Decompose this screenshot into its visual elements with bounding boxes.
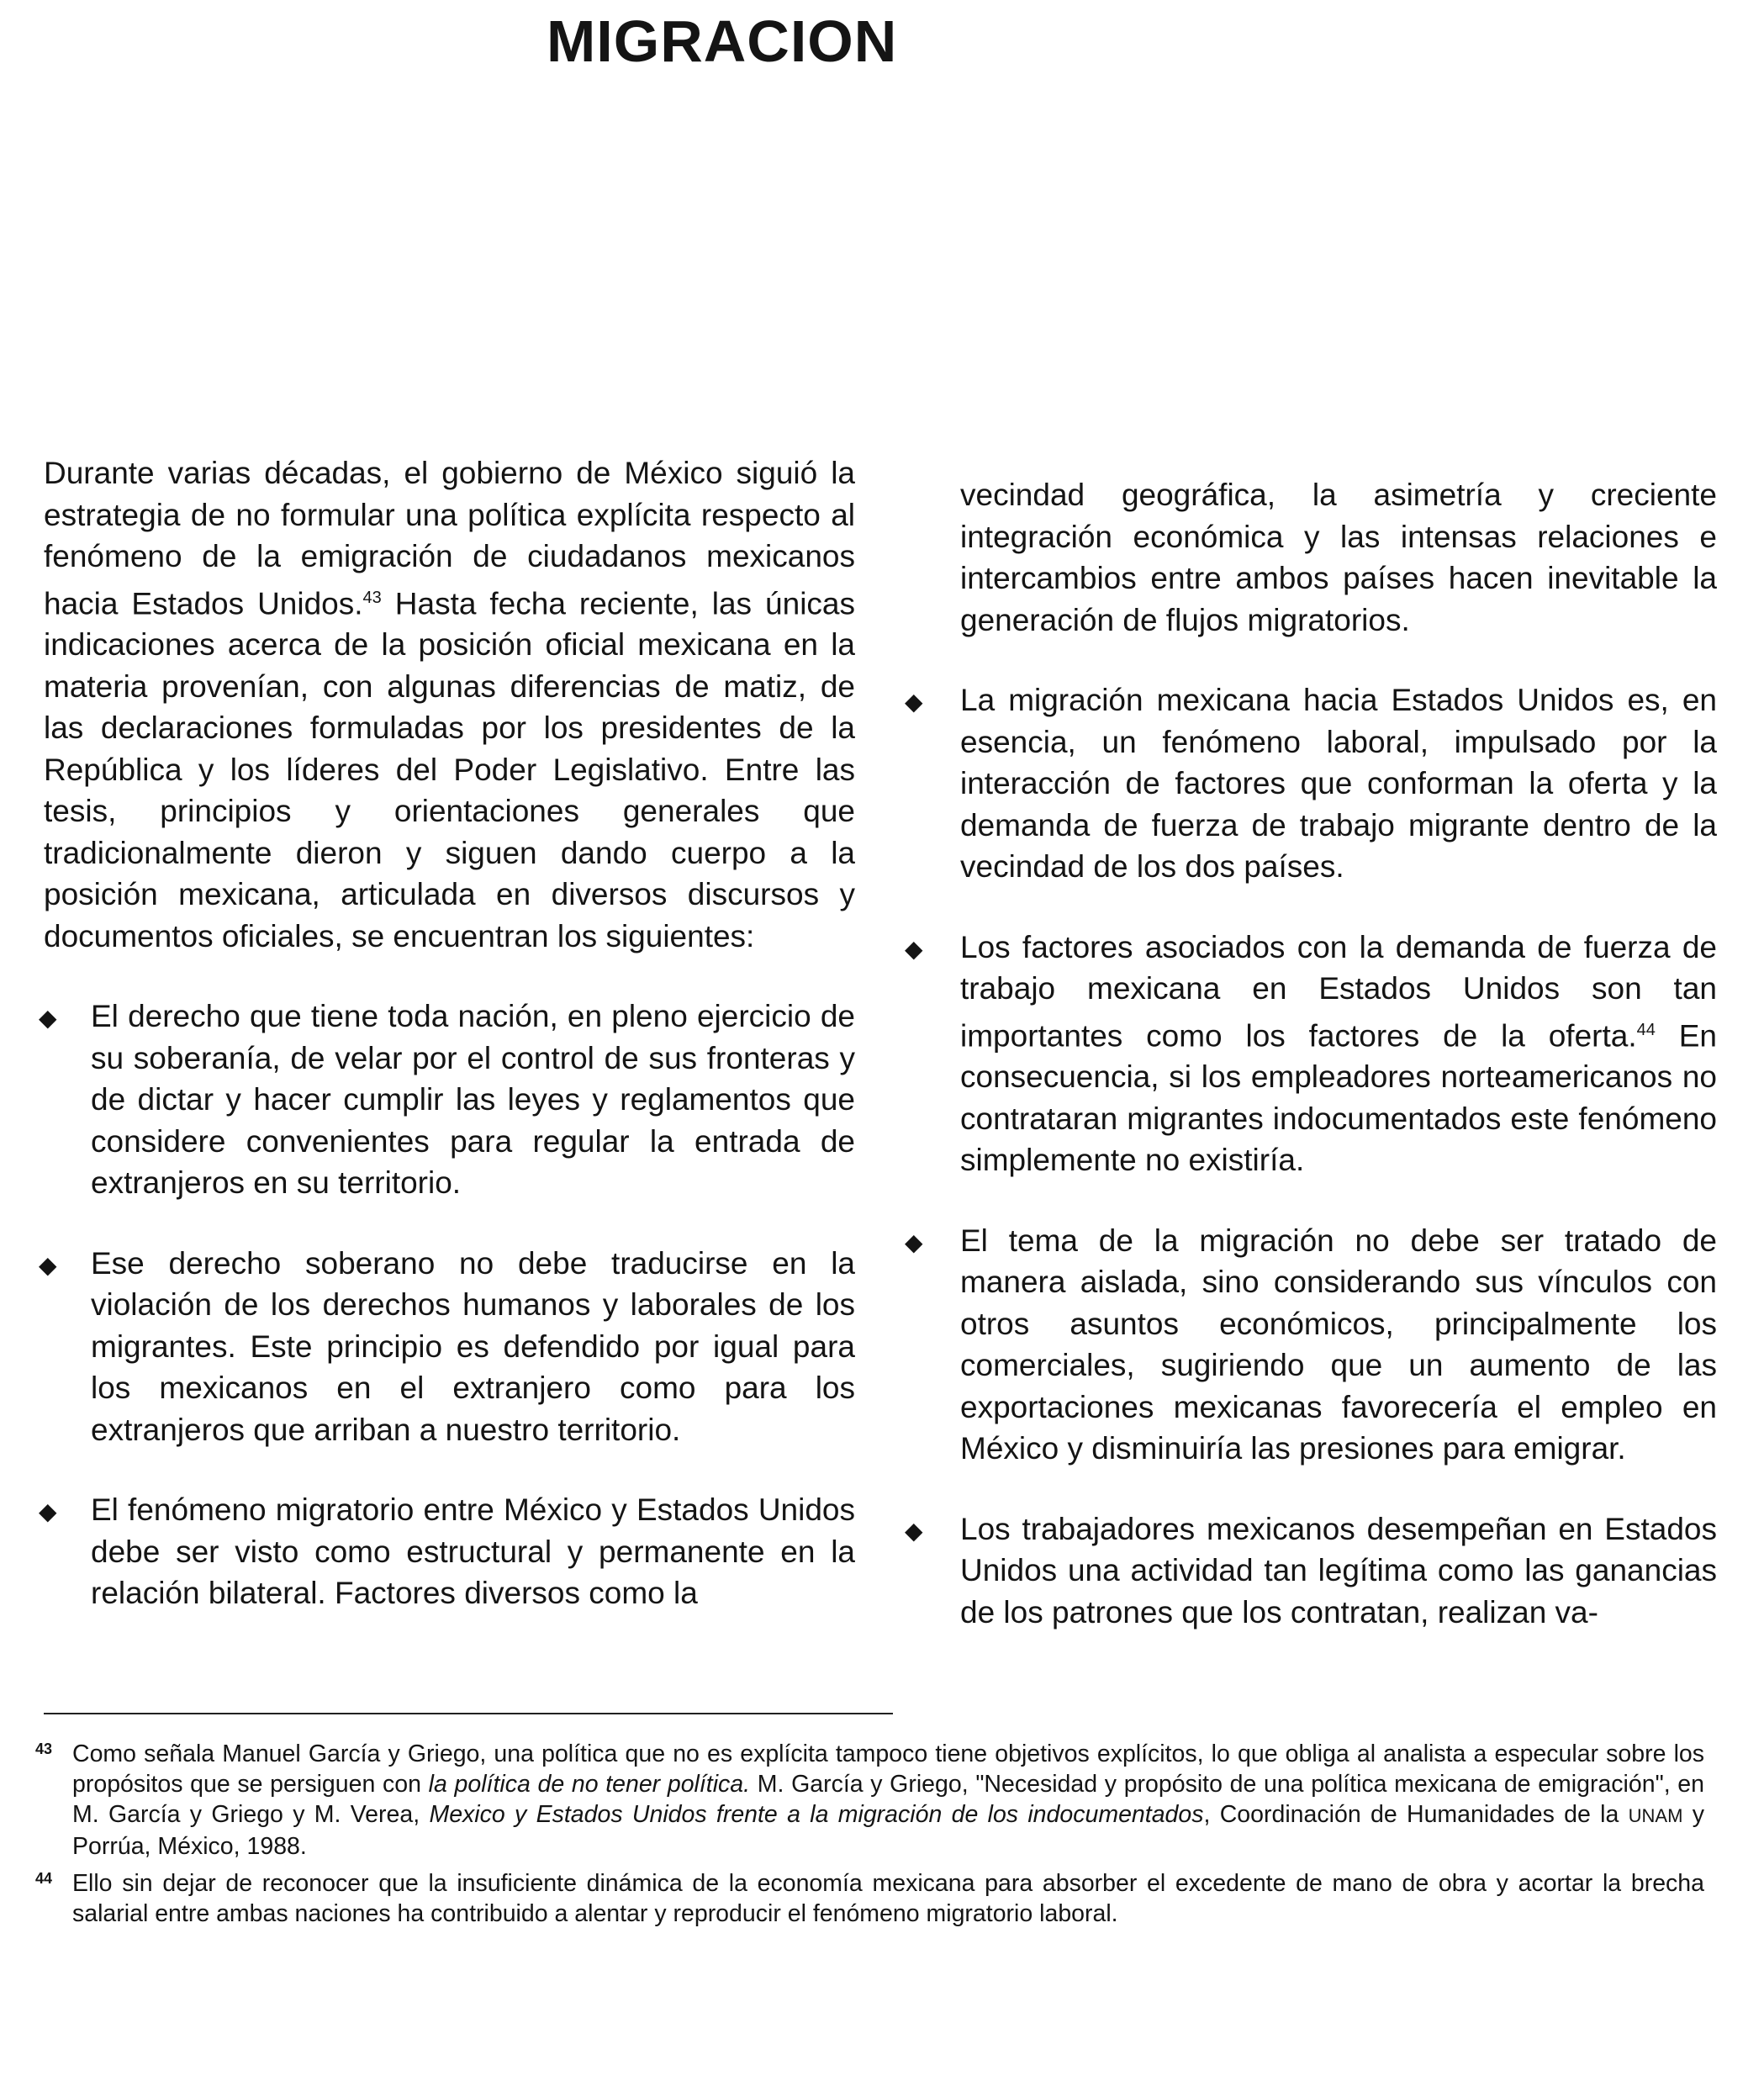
diamond-bullet-icon: ◆ [905,935,923,962]
list-item: ◆ La migración mexicana hacia Estados Unidos es, en esencia, un fenómeno laboral, impulsado por la interacción de factores que conforman la oferta y la demanda de fuerza de trabajo migrante dentro de la vecindad de los dos países. [905,683,1717,884]
left-column [39,452,855,1614]
footnote-divider [44,1713,893,1714]
right-column [905,474,1717,1633]
diamond-bullet-icon: ◆ [905,689,923,715]
diamond-bullet-icon: ◆ [39,1005,57,1032]
diamond-bullet-icon: ◆ [905,1517,923,1544]
footnote-ref-43: 43 [362,588,382,607]
footnote-number: 44 [35,1870,53,1887]
list-item: ◆ Los factores asociados con la demanda de fuerza de trabajo mexicana en Estados Unidos son tan importantes como los factores de la oferta.$^{44}$ En consecuencia, si los empleadores norteamericanos no contrataran migrantes indocumentados este fenómeno simplemente no existiría. [905,929,1717,1178]
diamond-bullet-icon: ◆ [905,1228,923,1255]
page-title: MIGRACION [547,8,898,74]
list-item: ◆ El fenómeno migratorio entre México y Estados Unidos debe ser visto como estructural y permanente en la relación bilateral. Factores diversos como la [39,1492,855,1611]
list-item: ◆ Ese derecho soberano no debe traducirse en la violación de los derechos humanos y laborales de los migrantes. Este principio es defendido por igual para los mexicanos en el extranjero como para los extranjeros que arriban a nuestro territorio. [39,1245,855,1447]
footnotes [35,1739,1704,1936]
list-item: ◆ Los trabajadores mexicanos desempeñan en Estados Unidos una actividad tan legítima como las ganancias de los patrones que los contratan, realizan va- [905,1511,1717,1630]
list-item: ◆ El tema de la migración no debe ser tratado de manera aislada, sino considerando sus vínculos con otros asuntos económicos, principalmente los comerciales, sugiriendo que un aumento de las exportaciones mexicanas favorecería el empleo en México y disminuiría las presiones para emigrar. [905,1223,1717,1466]
diamond-bullet-icon: ◆ [39,1498,57,1525]
footnote-number: 43 [35,1740,53,1757]
footnote-43: 43 Como señala Manuel García y Griego, una política que no es explícita tampoco tiene objetivos explícitos, lo que obliga al analista a especular sobre los propósitos que se persiguen con la política de no tener política. M. García y Griego, "Necesidad y propósito de una política mexicana de emigración", en M. García y Griego y M. Verea, Mexico y Estados Unidos frente a la migración de los indocumentados, Coordinación de Humanidades de la UNAM y Porrúa, México, 1988. [35,1739,1704,1862]
list-item: ◆ El derecho que tiene toda nación, en pleno ejercicio de su soberanía, de velar por el control de sus fronteras y de dictar y hacer cumplir las leyes y reglamentos que considere convenientes para regular la entrada de extranjeros en su territorio. [39,999,855,1201]
diamond-bullet-icon: ◆ [39,1251,57,1278]
intro-paragraph: Durante varias décadas, el gobierno de México siguió la estrategia de no formular una política explícita respecto al fenómeno de la emigración de ciudadanos mexicanos hacia Estados Unidos.$^{43}$ Hasta fecha reciente, las únicas indicaciones acerca de la posición oficial mexicana en la materia provenían, con algunas diferencias de matiz, de las declaraciones formuladas por los presidentes de la República y los líderes del Poder Legislativo. Entre las tesis, principios y orientaciones generales que tradicionalmente dieron y siguen dando cuerpo a la posición mexicana, articulada en diversos discursos y documentos oficiales, se encuentran los siguientes: [44,456,855,953]
footnote-44: 44 Ello sin dejar de reconocer que la insuficiente dinámica de la economía mexicana para absorber el excedente de mano de obra y acortar la brecha salarial entre ambas naciones ha contribuido a alentar y reproducir el fenómeno migratorio laboral. [35,1868,1704,1929]
footnote-ref-44: 44 [1636,1020,1656,1039]
continuation-paragraph: vecindad geográfica, la asimetría y creciente integración económica y las intensas relaciones e intercambios entre ambos países hacen inevitable la generación de flujos migratorios. [960,478,1717,637]
